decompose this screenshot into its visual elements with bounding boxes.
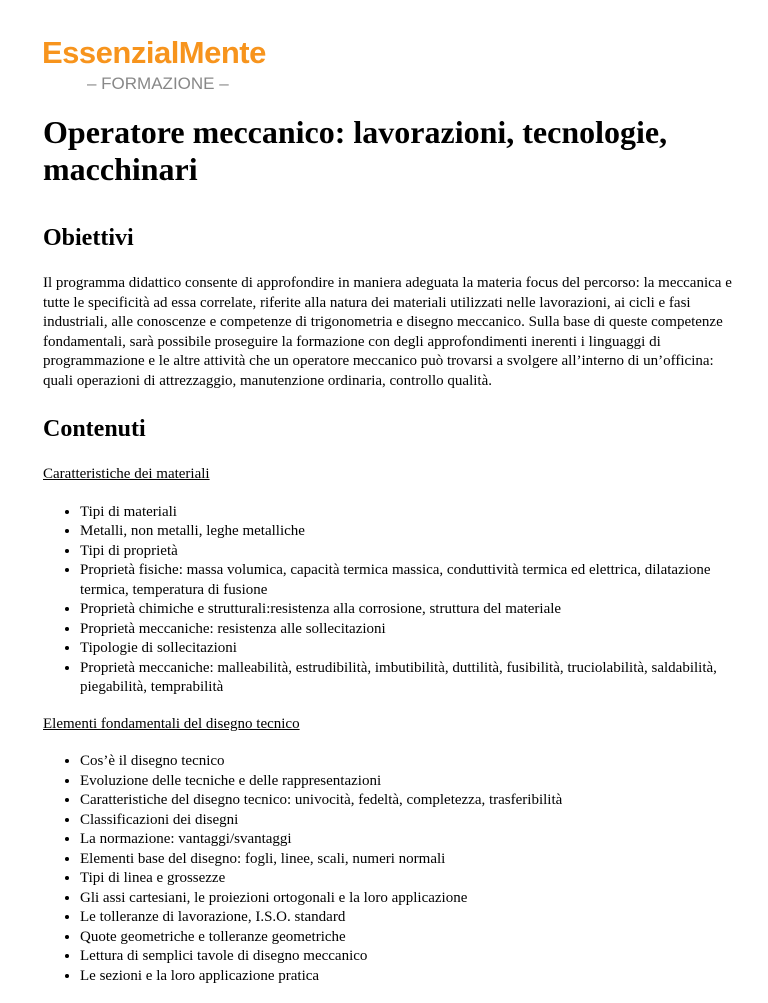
list-item: • Cos’è il disegno tecnico xyxy=(80,752,733,772)
logo-wordmark: EssenzialMente xyxy=(42,35,266,70)
page-title: Operatore meccanico: lavorazioni, tecnologie, macchinari xyxy=(43,114,668,187)
list-item: • Quote geometriche e tolleranze geometriche xyxy=(80,928,733,948)
list-item: • Proprietà chimiche e strutturali:resistenza alla corrosione, struttura del materiale xyxy=(80,600,733,620)
list-item: • Caratteristiche del disegno tecnico: univocità, fedeltà, completezza, trasferibilità xyxy=(80,791,733,811)
logo-subtitle: – FORMAZIONE – xyxy=(87,74,229,93)
list-item: • Tipi di proprietà xyxy=(80,542,733,562)
obiettivi-text: Il programma didattico consente di approfondire in maniera adeguata la materia focus del percorso: la meccanica e tutte le specificità ad essa correlate, riferite alla natura dei materiali utilizzati nelle lavorazioni, ai cicli e fasi industriali, alle conoscenze e competenze di trigonometria e disegno meccanico. Sulla base di queste competenze fondamentali, sarà possibile proseguire la formazione con degli approfondimenti inerenti i linguaggi di programmazione e le altre attività che un operatore meccanico può trovarsi a svolgere all’interno di un’officina: quali operazioni di attrezzaggio, manutenzione ordinaria, controllo qualità. xyxy=(43,275,732,389)
list-item: • Proprietà meccaniche: malleabilità, estrudibilità, imbutibilità, duttilità, fusibilità, truciolabilità, saldabilità, piegabilità, temprabilità xyxy=(80,659,733,698)
essenzialmente-logo xyxy=(42,36,292,94)
list-item: • Le sezioni e la loro applicazione pratica xyxy=(80,967,733,987)
content xyxy=(43,224,733,1003)
group-title: Caratteristiche dei materiali xyxy=(43,466,210,482)
list-item: • Elementi base del disegno: fogli, linee, scali, numeri normali xyxy=(80,850,733,870)
bullet-list xyxy=(43,503,733,698)
group-title: Elementi fondamentali del disegno tecnico xyxy=(43,715,300,732)
list-item: • Tipi di materiali xyxy=(80,503,733,523)
list-item: • Evoluzione delle tecniche e delle rappresentazioni xyxy=(80,772,733,792)
list-item: • Proprietà meccaniche: resistenza alle sollecitazioni xyxy=(80,620,733,640)
list-item: • Classificazioni dei disegni xyxy=(80,811,733,831)
section-heading-obiettivi: Obiettivi xyxy=(43,225,134,251)
list-item: • Tipologie di sollecitazioni xyxy=(80,639,733,659)
bullet-list xyxy=(43,752,733,986)
list-item: • Metalli, non metalli, leghe metalliche xyxy=(80,522,733,542)
list-item: • La normazione: vantaggi/svantaggi xyxy=(80,830,733,850)
list-item: • Le tolleranze di lavorazione, I.S.O. standard xyxy=(80,908,733,928)
section-heading-contenuti: Contenuti xyxy=(43,416,146,442)
list-item: • Gli assi cartesiani, le proiezioni ortogonali e la loro applicazione xyxy=(80,889,733,909)
list-item: • Proprietà fisiche: massa volumica, capacità termica massica, conduttività termica ed elettrica, dilatazione termica, temperatura di fusione xyxy=(80,561,733,600)
list-item: • Tipi di linea e grossezze xyxy=(80,869,733,889)
list-item: • Lettura di semplici tavole di disegno meccanico xyxy=(80,947,733,967)
